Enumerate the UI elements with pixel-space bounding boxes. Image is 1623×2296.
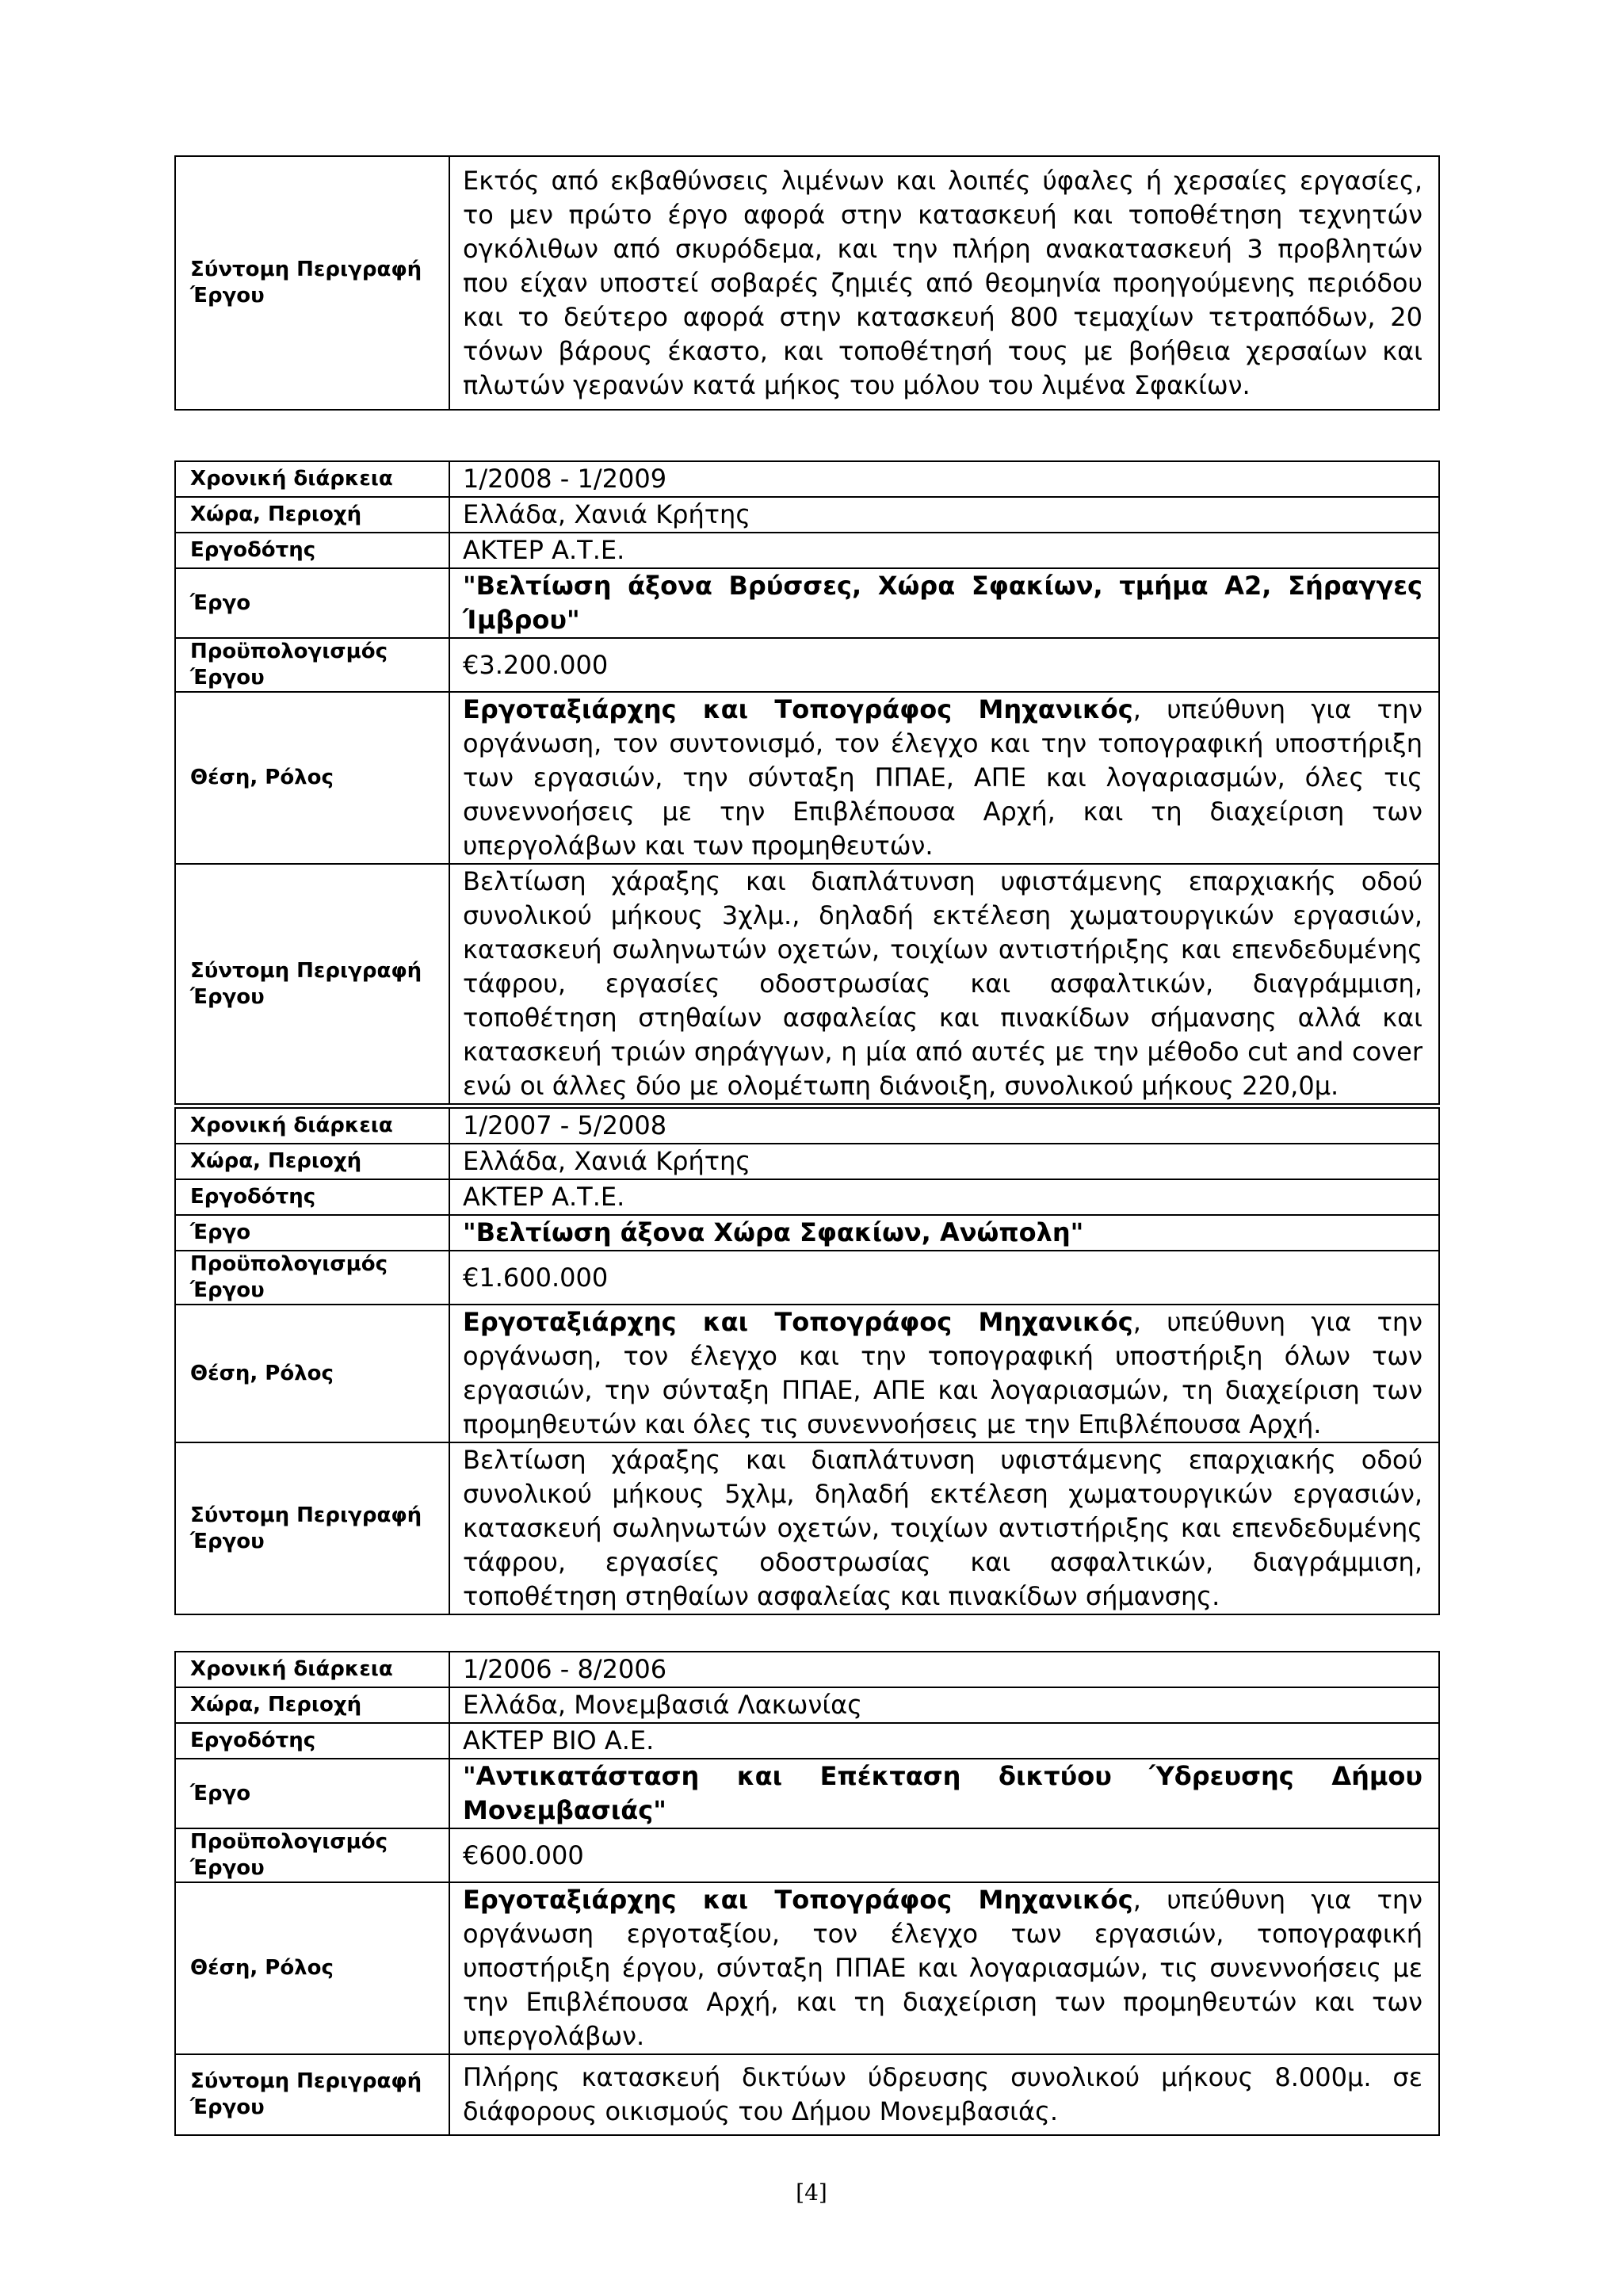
description-value: Βελτίωση χάραξης και διαπλάτυνση υφιστάμενης επαρχιακής οδού συνολικού μήκους 3χλμ., δηλαδή εκτέλεση χωματουργικών εργασιών, κατασκευή σωληνωτών οχετών, τοιχίων αντιστήριξης και επενδεδυμένης τάφρου, εργασίες οδοστρωσίας και ασφαλτικών, διαγράμμιση, τοποθέτηση στηθαίων ασφαλείας και πινακίδων σήμανσης αλλά και κατασκευή τριών σηράγγων, η μία από αυτές με την μέθοδο cut and cover ενώ οι άλλες δύο με ολομέτωπη διάνοιξη, συνολικού μήκους 220,0μ. xyxy=(449,864,1439,1104)
employer-label: Εργοδότης xyxy=(175,1723,449,1759)
location-row xyxy=(175,1144,1439,1179)
budget-row xyxy=(175,638,1439,692)
description-label: Σύντομη Περιγραφή Έργου xyxy=(175,864,449,1104)
role-label: Θέση, Ρόλος xyxy=(175,1305,449,1442)
project-value: "Βελτίωση άξονα Χώρα Σφακίων, Ανώπολη" xyxy=(449,1215,1439,1251)
role-text: , υπεύθυνη για την οργάνωση, τον έλεγχο και την τοπογραφική υποστήριξη όλων των εργασιών, την σύνταξη ΠΠΑΕ, ΑΠΕ και λογαριασμών, τη διαχείριση των προμηθευτών και όλες τις συνεννοήσεις με την Επιβλέπουσα Αρχή. xyxy=(463,1307,1423,1439)
employer-value: ΑΚΤΕΡ ΒΙΟ Α.Ε. xyxy=(449,1723,1439,1759)
duration-label: Χρονική διάρκεια xyxy=(175,1108,449,1144)
project-row xyxy=(175,1215,1439,1251)
duration-row xyxy=(175,1652,1439,1687)
role-row xyxy=(175,1882,1439,2054)
duration-value: 1/2006 - 8/2006 xyxy=(449,1652,1439,1687)
duration-label: Χρονική διάρκεια xyxy=(175,461,449,497)
employer-value: ΑΚΤΕΡ Α.Τ.Ε. xyxy=(449,1179,1439,1215)
description-value: Πλήρης κατασκευή δικτύων ύδρευσης συνολικού μήκους 8.000μ. σε διάφορους οικισμούς του Δήμου Μονεμβασιάς. xyxy=(449,2054,1439,2135)
employer-label: Εργοδότης xyxy=(175,533,449,568)
project-label: Έργο xyxy=(175,1215,449,1251)
role-value xyxy=(449,692,1439,864)
duration-value: 1/2007 - 5/2008 xyxy=(449,1108,1439,1144)
duration-value: 1/2008 - 1/2009 xyxy=(449,461,1439,497)
project-row xyxy=(175,1759,1439,1828)
project-table-carryover xyxy=(174,155,1440,411)
project-table-1 xyxy=(174,460,1440,1105)
description-row xyxy=(175,2054,1439,2135)
role-text: , υπεύθυνη για την οργάνωση εργοταξίου, τον έλεγχο των εργασιών, τοπογραφική υποστήριξη έργου, σύνταξη ΠΠΑΕ και λογαριασμών, τις συνεννοήσεις με την Επιβλέπουσα Αρχή, και τη διαχείριση των προμηθευτών και των υπεργολάβων. xyxy=(463,1885,1423,2051)
description-value: Εκτός από εκβαθύνσεις λιμένων και λοιπές ύφαλες ή χερσαίες εργασίες, το μεν πρώτο έργο αφορά στην κατασκευή και τοποθέτηση τεχνητών ογκόλιθων από σκυρόδεμα, και την πλήρη ανακατασκευή 3 προβλητών που είχαν υποστεί σοβαρές ζημιές από θεομηνία προηγούμενης περιόδου και το δεύτερο αφορά στην κατασκευή 800 τεμαχίων τετραπόδων, 20 τόνων βάρους έκαστο, και τοποθέτησή τους με βοήθεια χερσαίων και πλωτών γερανών κατά μήκος του μόλου του λιμένα Σφακίων. xyxy=(449,156,1439,410)
budget-row xyxy=(175,1828,1439,1882)
location-value: Ελλάδα, Μονεμβασιά Λακωνίας xyxy=(449,1687,1439,1723)
location-value: Ελλάδα, Χανιά Κρήτης xyxy=(449,497,1439,533)
project-label: Έργο xyxy=(175,1759,449,1828)
project-table-3 xyxy=(174,1651,1440,2136)
budget-label: Προϋπολογισμός Έργου xyxy=(175,638,449,692)
role-row xyxy=(175,692,1439,864)
employer-value: ΑΚΤΕΡ Α.Τ.Ε. xyxy=(449,533,1439,568)
employer-row xyxy=(175,533,1439,568)
description-label: Σύντομη Περιγραφή Έργου xyxy=(175,2054,449,2135)
employer-row xyxy=(175,1179,1439,1215)
employer-row xyxy=(175,1723,1439,1759)
role-row xyxy=(175,1305,1439,1442)
description-row xyxy=(175,156,1439,410)
location-label: Χώρα, Περιοχή xyxy=(175,1687,449,1723)
employer-label: Εργοδότης xyxy=(175,1179,449,1215)
location-row xyxy=(175,497,1439,533)
budget-value: €3.200.000 xyxy=(449,638,1439,692)
description-row xyxy=(175,864,1439,1104)
budget-value: €1.600.000 xyxy=(449,1251,1439,1305)
duration-label: Χρονική διάρκεια xyxy=(175,1652,449,1687)
duration-row xyxy=(175,461,1439,497)
role-title: Εργοταξιάρχης και Τοπογράφος Μηχανικός xyxy=(463,1885,1133,1915)
role-title: Εργοταξιάρχης και Τοπογράφος Μηχανικός xyxy=(463,1307,1133,1337)
location-label: Χώρα, Περιοχή xyxy=(175,1144,449,1179)
budget-row xyxy=(175,1251,1439,1305)
description-label: Σύντομη Περιγραφή Έργου xyxy=(175,156,449,410)
location-label: Χώρα, Περιοχή xyxy=(175,497,449,533)
role-value xyxy=(449,1882,1439,2054)
project-table-2 xyxy=(174,1107,1440,1615)
project-label: Έργο xyxy=(175,568,449,638)
role-label: Θέση, Ρόλος xyxy=(175,692,449,864)
project-value: "Βελτίωση άξονα Βρύσσες, Χώρα Σφακίων, τμήμα Α2, Σήραγγες Ίμβρου" xyxy=(449,568,1439,638)
duration-row xyxy=(175,1108,1439,1144)
project-value: "Αντικατάσταση και Επέκταση δικτύου Ύδρευσης Δήμου Μονεμβασιάς" xyxy=(449,1759,1439,1828)
description-value: Βελτίωση χάραξης και διαπλάτυνση υφιστάμενης επαρχιακής οδού συνολικού μήκους 5χλμ, δηλαδή εκτέλεση χωματουργικών εργασιών, κατασκευή σωληνωτών οχετών, τοιχίων αντιστήριξης και επενδεδυμένης τάφρου, εργασίες οδοστρωσίας και ασφαλτικών, διαγράμμιση, τοποθέτηση στηθαίων ασφαλείας και πινακίδων σήμανσης. xyxy=(449,1442,1439,1614)
location-value: Ελλάδα, Χανιά Κρήτης xyxy=(449,1144,1439,1179)
role-text: , υπεύθυνη για την οργάνωση, τον συντονισμό, τον έλεγχο και την τοπογραφική υποστήριξη των εργασιών, την σύνταξη ΠΠΑΕ, ΑΠΕ και λογαριασμών, όλες τις συνεννοήσεις με την Επιβλέπουσα Αρχή, και τη διαχείριση των υπεργολάβων και των προμηθευτών. xyxy=(463,694,1423,861)
budget-value: €600.000 xyxy=(449,1828,1439,1882)
project-row xyxy=(175,568,1439,638)
description-label: Σύντομη Περιγραφή Έργου xyxy=(175,1442,449,1614)
role-label: Θέση, Ρόλος xyxy=(175,1882,449,2054)
budget-label: Προϋπολογισμός Έργου xyxy=(175,1251,449,1305)
location-row xyxy=(175,1687,1439,1723)
role-value xyxy=(449,1305,1439,1442)
description-row xyxy=(175,1442,1439,1614)
budget-label: Προϋπολογισμός Έργου xyxy=(175,1828,449,1882)
role-title: Εργοταξιάρχης και Τοπογράφος Μηχανικός xyxy=(463,694,1133,724)
page-number: [4] xyxy=(796,2179,827,2206)
